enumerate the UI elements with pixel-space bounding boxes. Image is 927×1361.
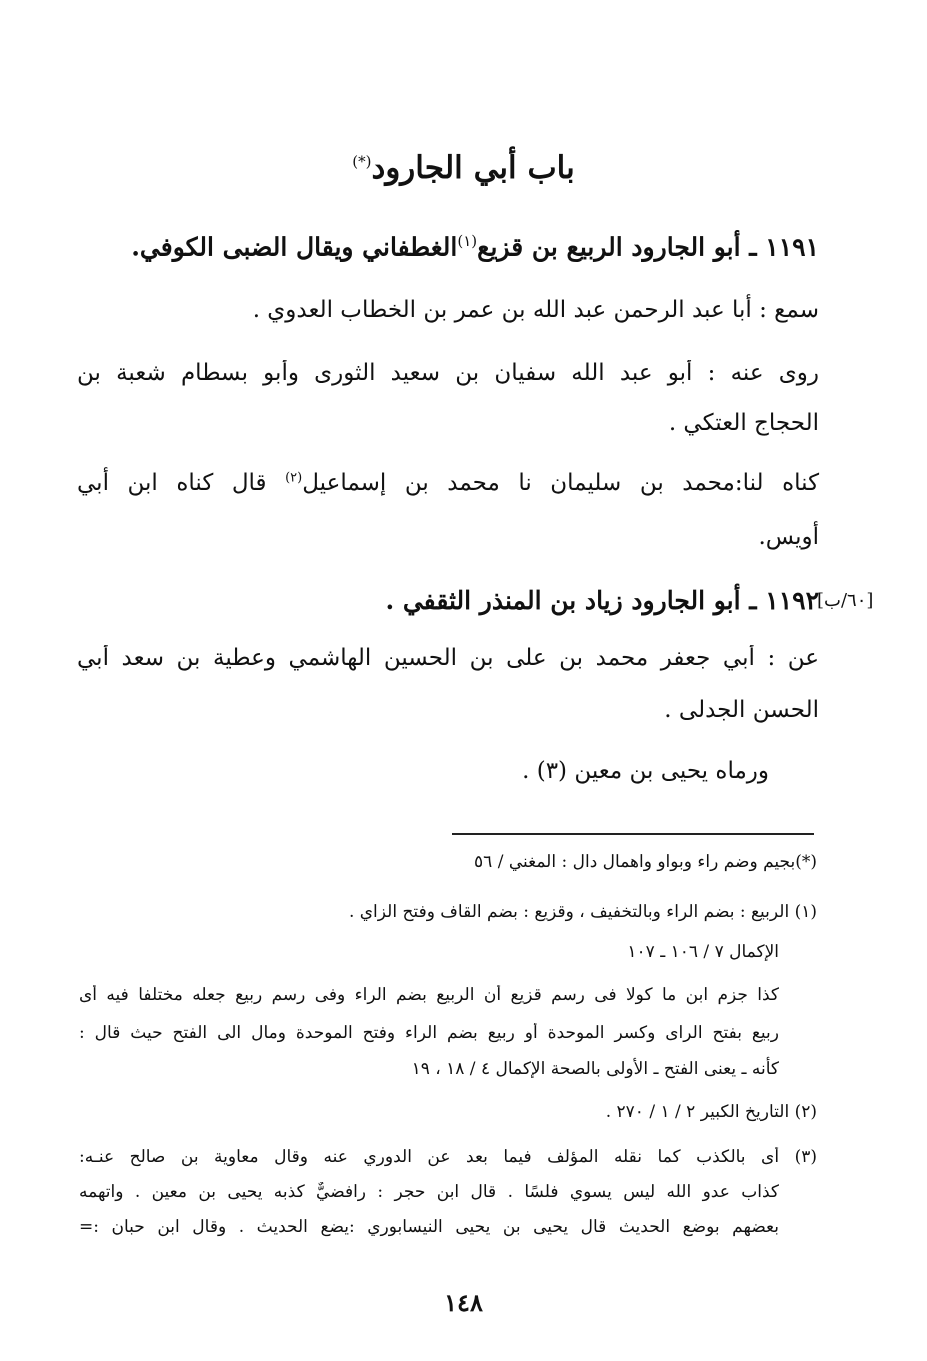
entry-1192-heading: ١١٩٢ ـ أبو الجارود زياد بن المنذر الثقفي . <box>385 586 819 615</box>
entry-1191-rawa-line2: الحجاج العتكي . <box>668 410 819 436</box>
entry-1191-heading-text: ١١٩١ ـ أبو الجارود الربيع بن قزيع <box>477 232 819 262</box>
chapter-title-marker: (*) <box>352 152 372 171</box>
footnote-1-c2: ربيع بفتح الراى وكسر الموحدة أو ربيع بضم الراء وفتح الموحدة ومال الى الفتح حيث قال : <box>79 1023 779 1043</box>
entry-1191-heading <box>131 232 819 261</box>
entry-1191-heading-rest: الغطفاني ويقال الضبى الكوفي. <box>131 232 458 262</box>
entry-1192-an-line1: عن : أبي جعفر محمد بن على بن الحسين الهاشمي وعطية بن سعد أبي <box>77 645 819 671</box>
entry-1191-sami: سمع : أبا عبد الرحمن عبد الله بن عمر بن الخطاب العدوي . <box>252 297 819 323</box>
manuscript-folio-note: [٦٠/ب] <box>817 590 874 611</box>
footnote-3-line1: (٣) أى بالكذب كما نقله المؤلف فيما بعد عن الدوري عنه وقال معاوية بن صالح عنـه: <box>79 1147 817 1167</box>
entry-1191-kunya-line2: أويس. <box>758 524 819 550</box>
footnote-separator <box>452 833 814 835</box>
kunya-text-rest: قال كناه ابن أبي <box>77 470 267 496</box>
entry-1192-ramah: ورماه يحيى بن معين (٣) . <box>522 758 769 784</box>
footnote-marker-1: (١) <box>457 232 478 250</box>
footnote-1-c3: كأنه ـ يعنى الفتح ـ الأولى بالصحة الإكمال ٤ / ١٨ ، ١٩ <box>411 1059 779 1079</box>
footnote-1-c1: كذا جزم ابن ما كولا فى رسم قزيع أن الربيع بضم الراء وفى رسم ربيع جعله مختلفا فيه أى <box>79 985 779 1005</box>
footnote-3-line2: كذاب عدو الله ليس يسوي فلسًا . قال ابن حجر : رافضيٌّ كذبه يحيى بن معين . واتهمه <box>79 1182 779 1202</box>
footnote-1-b: الإكمال ٧ / ١٠٦ ـ ١٠٧ <box>627 942 779 962</box>
footnote-3-line3: بعضهم بوضع الحديث قال يحيى بن يحيى النيسابوري :يضع الحديث . وقال ابن حبان := <box>79 1217 779 1237</box>
kunya-text: كناه لنا:محمد بن سليمان نا محمد بن إسماعيل <box>302 470 820 496</box>
chapter-title-text: باب أبي الجارود <box>371 150 575 186</box>
footnote-1-a: (١) الربيع : بضم الراء وبالتخفيف ، وقزيع : بضم القاف وفتح الزاي . <box>348 902 817 922</box>
entry-1191-rawa-line1: روى عنه : أبو عبد الله سفيان بن سعيد الثورى وأبو بسطام شعبة بن <box>77 360 819 386</box>
footnote-star: (*)بجيم وضم راء وبواو واهمال دال : المغني / ٥٦ <box>474 852 817 872</box>
entry-1191-kunya-line1 <box>77 470 819 496</box>
page-number: ١٤٨ <box>444 1288 483 1317</box>
footnote-marker-2: (٢) <box>285 470 303 486</box>
entry-1192-an-line2: الحسن الجدلى . <box>664 697 819 723</box>
footnote-2: (٢) التاريخ الكبير ٢ / ١ / ٢٧٠ . <box>605 1102 817 1122</box>
chapter-title <box>0 150 927 186</box>
